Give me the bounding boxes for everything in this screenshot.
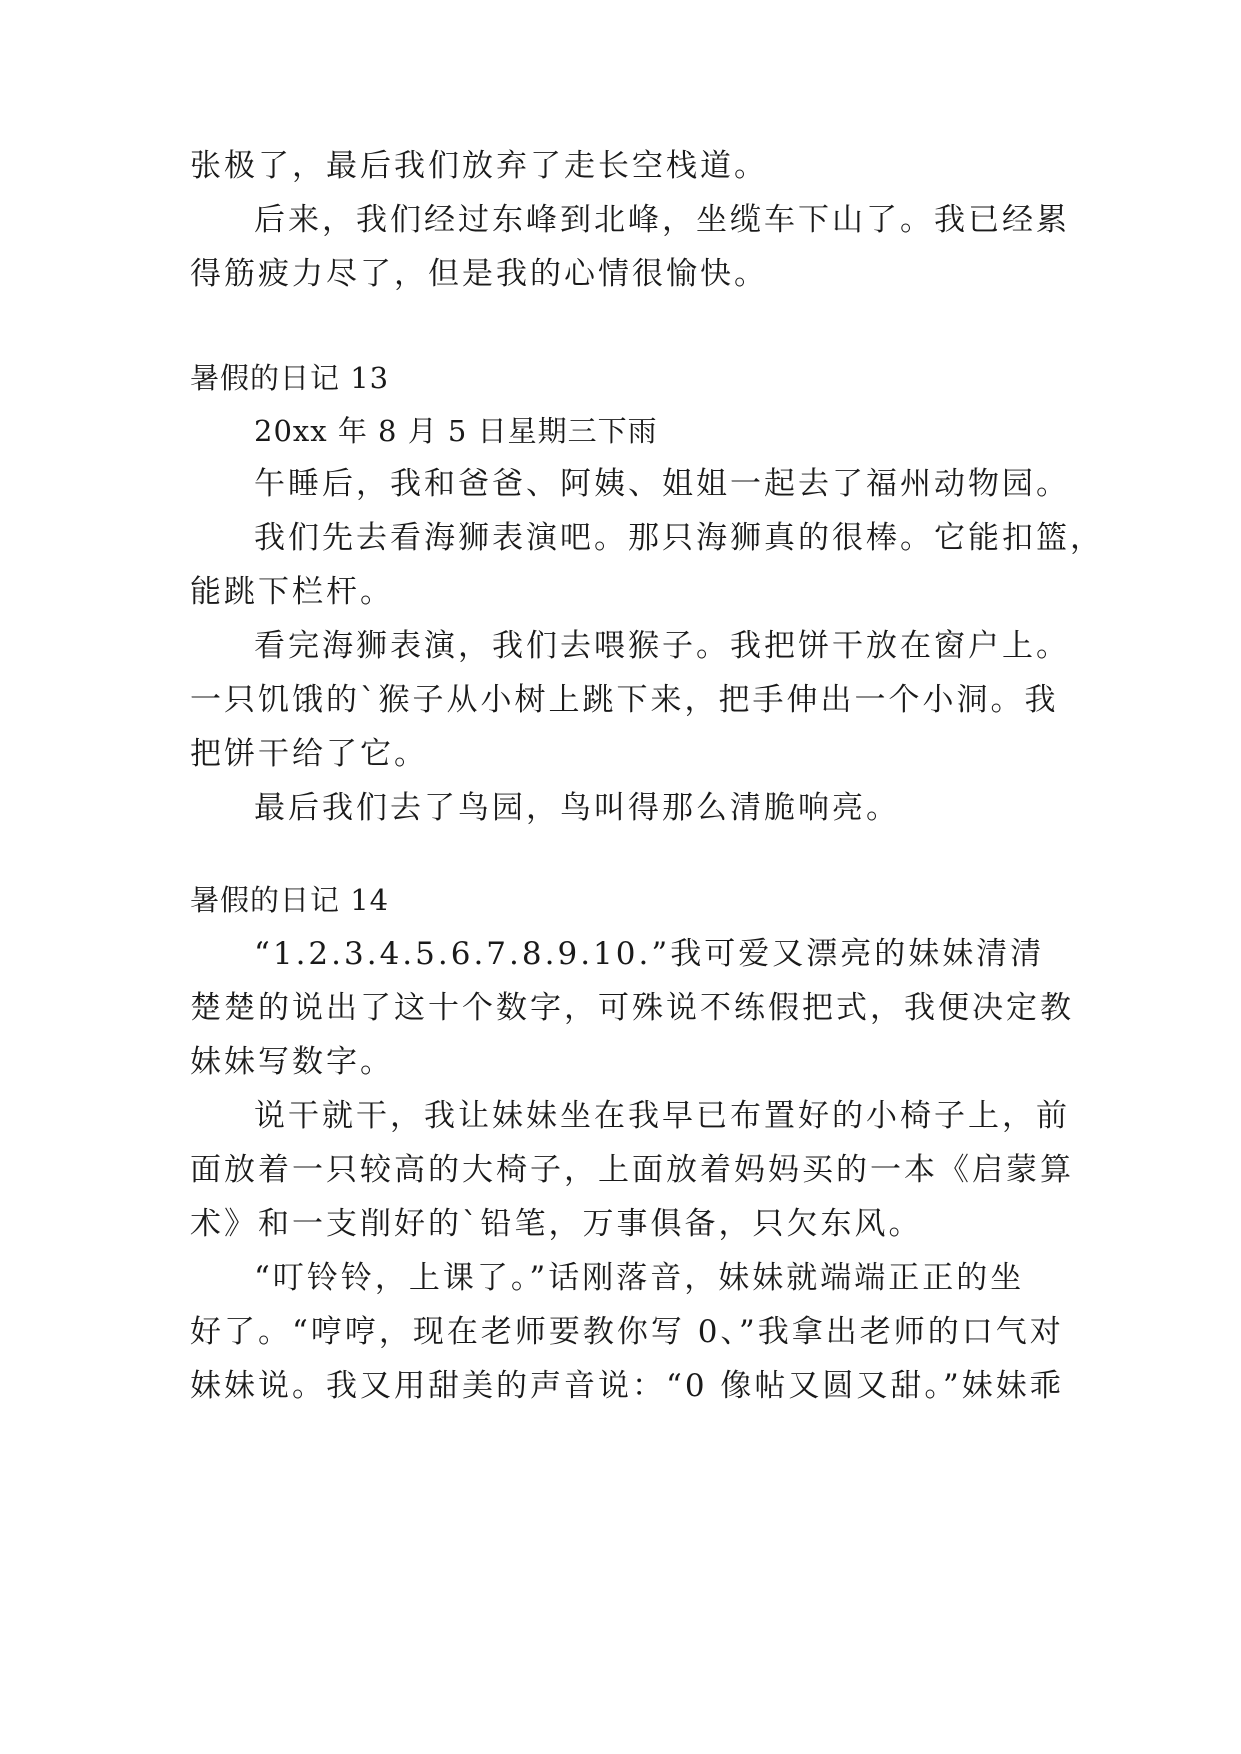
document-page [190,0,1104,1754]
paragraph-line: 看完海狮表演，我们去喂猴子。我把饼干放在窗户上。 [254,628,1070,664]
paragraph-line: 术》和一支削好的`铅笔，万事俱备，只欠东风。 [190,1206,923,1242]
entry-date: 20xx 年 8 月 5 日星期三下雨 [254,414,658,448]
paragraph-line: 妹妹写数字。 [190,1044,394,1080]
paragraph-line: “1.2.3.4.5.6.7.8.9.10.”我可爱又漂亮的妹妹清清 [254,936,1045,972]
paragraph-line: 张极了，最后我们放弃了走长空栈道。 [190,148,768,184]
paragraph-line: 把饼干给了它。 [190,736,428,772]
paragraph-line: “叮铃铃，上课了。”话刚落音，妹妹就端端正正的坐 [254,1260,1025,1296]
paragraph-line: 我们先去看海狮表演吧。那只海狮真的很棒。它能扣篮， [254,520,1104,556]
paragraph-line: 一只饥饿的`猴子从小树上跳下来，把手伸出一个小洞。我 [190,682,1059,718]
paragraph-line: 面放着一只较高的大椅子，上面放着妈妈买的一本《启蒙算 [190,1152,1074,1188]
paragraph-line: 能跳下栏杆。 [190,574,394,610]
paragraph-line: 最后我们去了鸟园，鸟叫得那么清脆响亮。 [254,790,900,826]
entry-heading: 暑假的日记 14 [190,883,390,917]
entry-heading: 暑假的日记 13 [190,361,390,395]
paragraph-line: 得筋疲力尽了，但是我的心情很愉快。 [190,256,768,292]
paragraph-line: 妹妹说。我又用甜美的声音说：“0 像帖又圆又甜。”妹妹乖 [190,1368,1064,1404]
paragraph-line: 楚楚的说出了这十个数字，可殊说不练假把式，我便决定教 [190,990,1074,1026]
paragraph-line: 后来，我们经过东峰到北峰，坐缆车下山了。我已经累 [254,202,1070,238]
paragraph-line: 说干就干，我让妹妹坐在我早已布置好的小椅子上，前 [254,1098,1070,1134]
paragraph-line: 午睡后，我和爸爸、阿姨、姐姐一起去了福州动物园。 [254,466,1070,502]
paragraph-line: 好了。“哼哼，现在老师要教你写 0、”我拿出老师的口气对 [190,1314,1064,1350]
